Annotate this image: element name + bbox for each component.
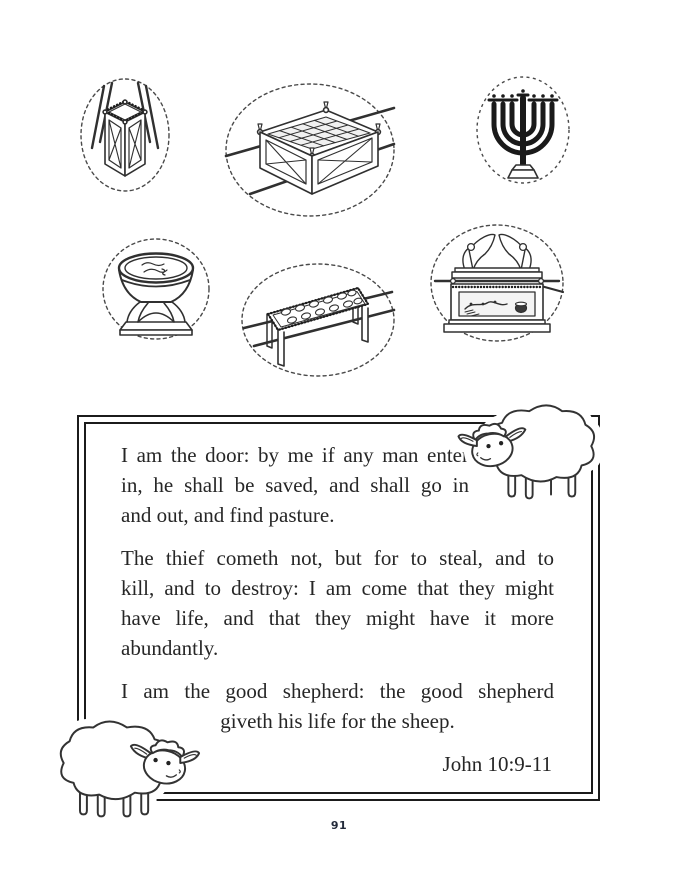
verse-line: kill, and to destroy: I am come that they might bbox=[121, 576, 554, 600]
ark-icon bbox=[429, 222, 565, 344]
table-of-showbread-figure bbox=[240, 262, 396, 378]
sheep-eye bbox=[486, 444, 490, 448]
sheep-icon bbox=[36, 700, 204, 832]
verse-paragraph-thief bbox=[121, 543, 554, 663]
verse-line: and out, and find pasture. bbox=[121, 503, 335, 527]
sheep-eye bbox=[166, 761, 170, 765]
verse-line: abundantly. bbox=[121, 636, 219, 660]
altar-of-incense-icon bbox=[78, 76, 172, 194]
page-number: 91 bbox=[330, 819, 348, 832]
altar-of-burnt-offering-figure bbox=[224, 82, 396, 218]
altar-of-incense-figure bbox=[78, 76, 172, 194]
verse-line: have life, and that they might have it more bbox=[121, 606, 554, 630]
verse-line: in, he shall be saved, and shall go in bbox=[121, 473, 469, 497]
showbread-table-icon bbox=[240, 262, 396, 378]
altar-of-burnt-offering-icon bbox=[224, 82, 396, 218]
verse-reference: John 10:9-11 bbox=[442, 752, 552, 776]
golden-lampstand-figure bbox=[474, 74, 572, 186]
verse-line: The thief cometh not, but for to steal, and to bbox=[121, 546, 554, 570]
verse-paragraph-door bbox=[121, 440, 469, 530]
bronze-laver-figure bbox=[100, 236, 212, 342]
sheep-top-right bbox=[452, 386, 620, 512]
laver-icon bbox=[100, 236, 212, 342]
verse-line: I am the door: by me if any man enter bbox=[121, 443, 469, 467]
sheep-bottom-left bbox=[36, 700, 204, 832]
verse-line: giveth his life for the sheep. bbox=[220, 709, 455, 733]
sheep-icon bbox=[452, 386, 620, 512]
ark-of-the-covenant-figure bbox=[429, 222, 565, 344]
menorah-icon bbox=[474, 74, 572, 186]
verse-line: I am the good shepherd: the good shepherd bbox=[121, 679, 554, 703]
sheep-eye bbox=[153, 758, 157, 762]
sheep-eye bbox=[499, 441, 503, 445]
